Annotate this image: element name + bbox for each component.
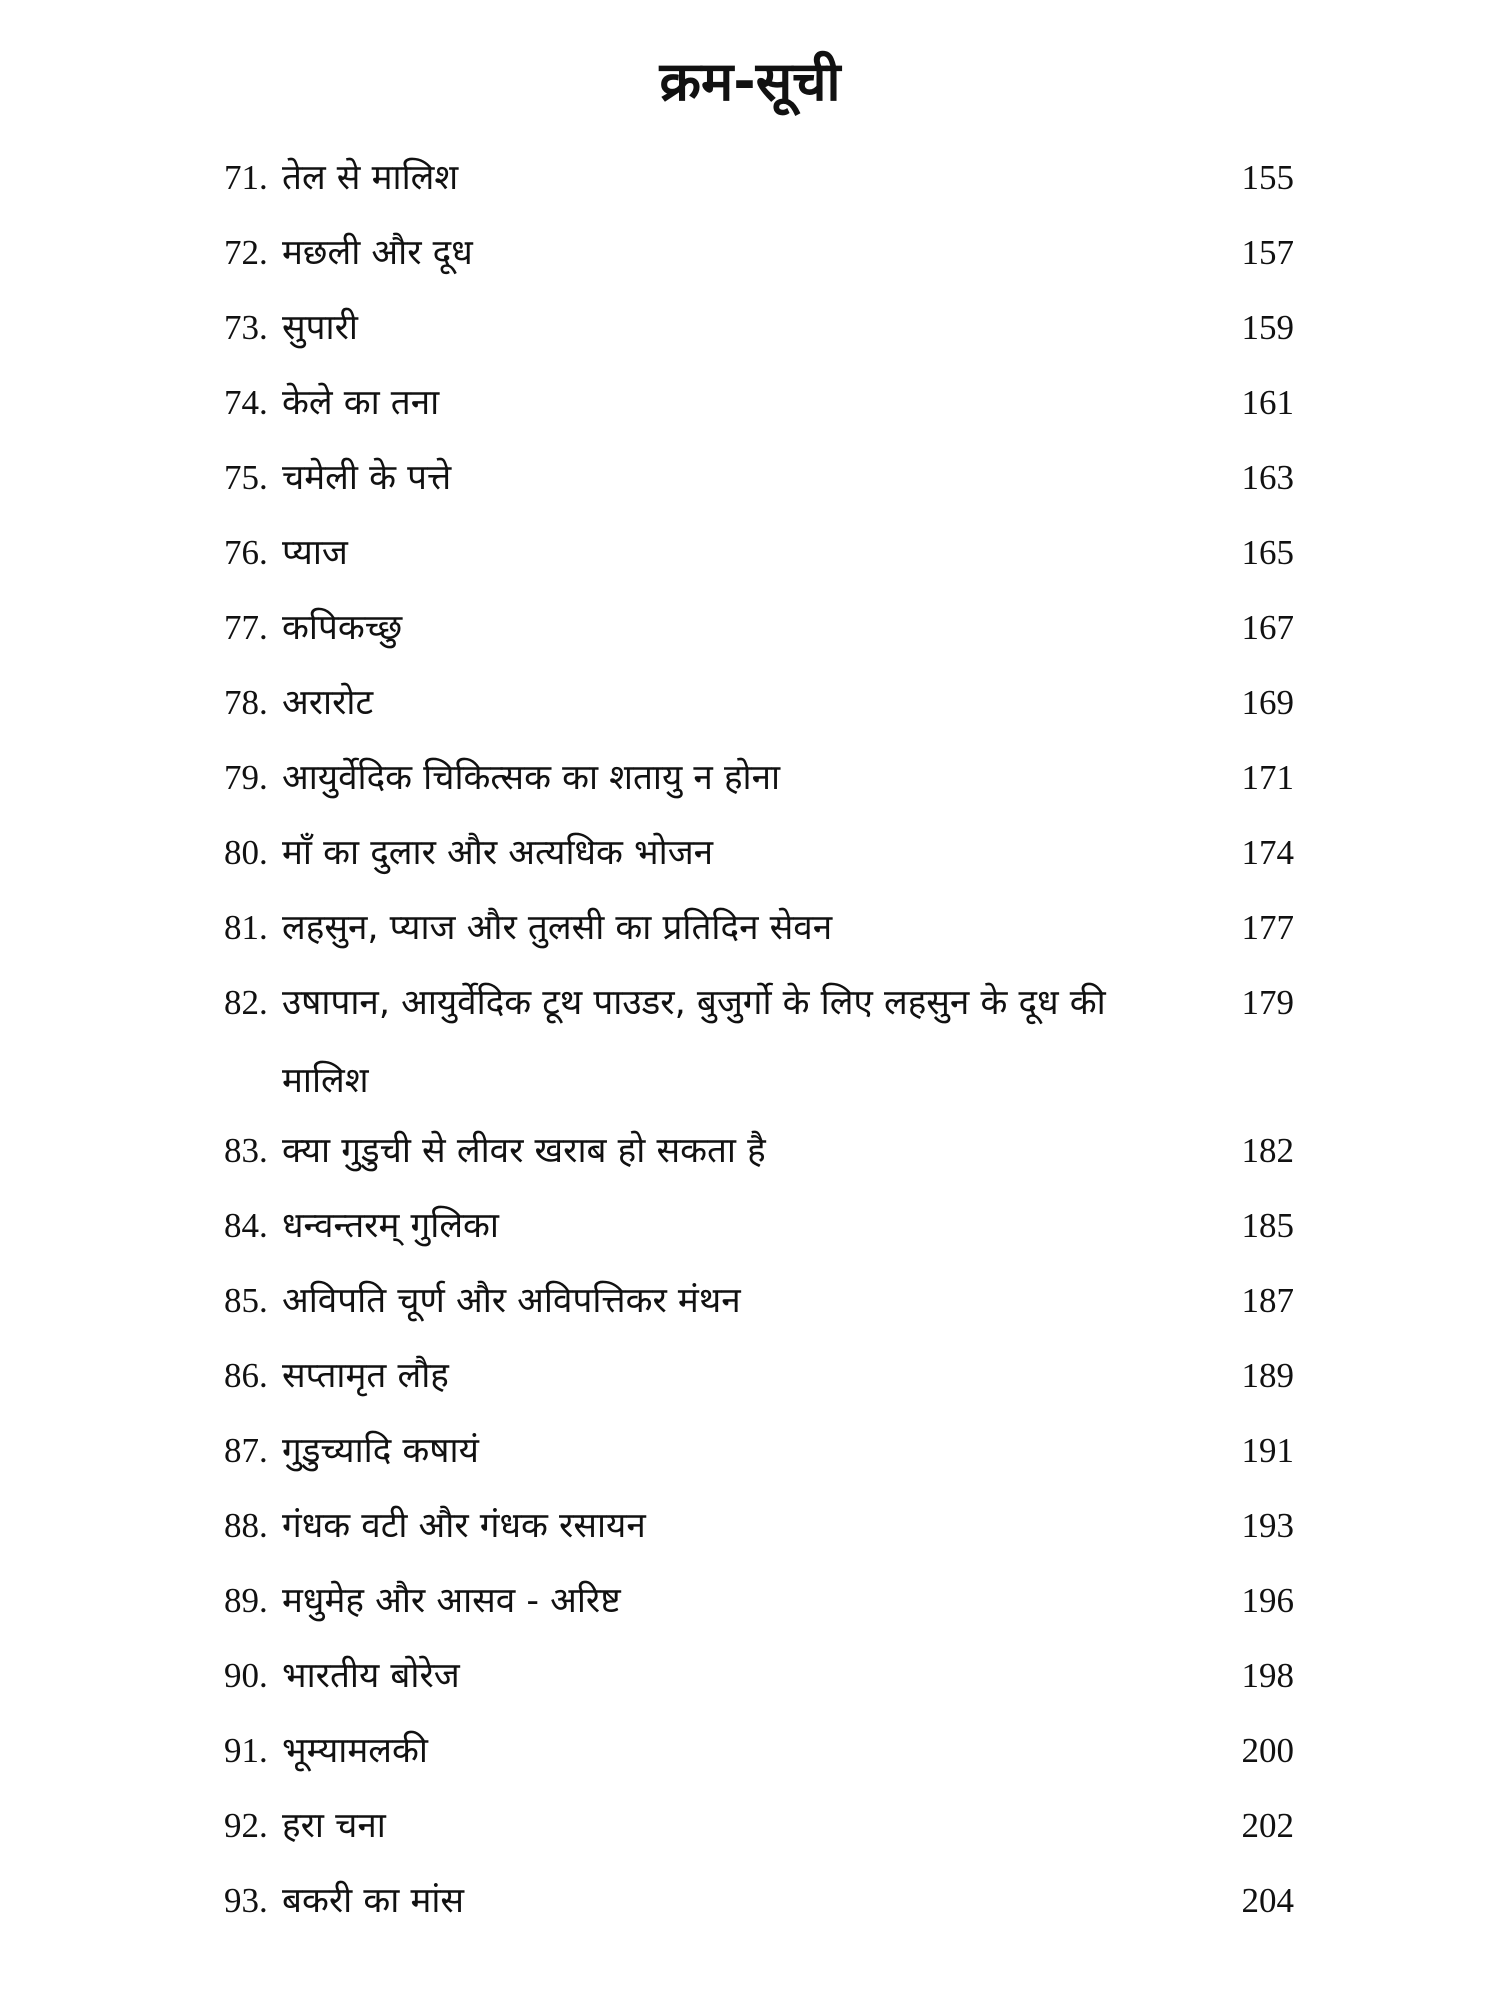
entry-page-number: 163: [1241, 458, 1294, 497]
toc-entry: [224, 525, 1294, 600]
toc-entry: [224, 1873, 1294, 1948]
toc-entry: [224, 1723, 1294, 1798]
entry-number: 93.: [224, 1881, 268, 1920]
entry-page-number: 159: [1241, 308, 1294, 347]
toc-entry: [224, 1348, 1294, 1423]
toc-entry: [224, 750, 1294, 825]
entry-title: भूम्यामलकी: [282, 1731, 428, 1771]
entry-number: 87.: [224, 1431, 268, 1470]
entry-title: सप्तामृत लौह: [282, 1356, 449, 1396]
entry-title: केले का तना: [282, 383, 440, 423]
entry-number: 72.: [224, 233, 268, 272]
toc-entry: [224, 1273, 1294, 1348]
toc-entry: [224, 1198, 1294, 1273]
entry-number: 79.: [224, 758, 268, 797]
entry-page-number: 171: [1241, 758, 1294, 797]
entry-number: 71.: [224, 158, 268, 197]
entry-page-number: 177: [1241, 908, 1294, 947]
entry-page-number: 198: [1241, 1656, 1294, 1695]
toc-entry: [224, 1573, 1294, 1648]
entry-number: 83.: [224, 1131, 268, 1170]
entry-number: 82.: [224, 983, 268, 1022]
toc-entry: [224, 450, 1294, 525]
entry-number: 76.: [224, 533, 268, 572]
entry-title: अविपति चूर्ण और अविपत्तिकर मंथन: [282, 1281, 741, 1321]
entry-title: आयुर्वेदिक चिकित्सक का शतायु न होना: [282, 758, 781, 798]
entry-page-number: 169: [1241, 683, 1294, 722]
entry-title: सुपारी: [282, 308, 358, 348]
entry-title: भारतीय बोरेज: [282, 1656, 460, 1696]
entry-number: 85.: [224, 1281, 268, 1320]
entry-page-number: 165: [1241, 533, 1294, 572]
entry-number: 73.: [224, 308, 268, 347]
toc-entry: [224, 975, 1294, 1123]
entry-number: 81.: [224, 908, 268, 947]
entry-title: माँ का दुलार और अत्यधिक भोजन: [282, 833, 714, 873]
entry-number: 75.: [224, 458, 268, 497]
toc-entry: [224, 1123, 1294, 1198]
entry-page-number: 185: [1241, 1206, 1294, 1245]
entry-number: 92.: [224, 1806, 268, 1845]
toc-entry: [224, 825, 1294, 900]
toc-entry: [224, 375, 1294, 450]
entry-number: 88.: [224, 1506, 268, 1545]
entry-page-number: 161: [1241, 383, 1294, 422]
entry-number: 78.: [224, 683, 268, 722]
entry-page-number: 179: [1241, 983, 1294, 1022]
toc-entry: [224, 1498, 1294, 1573]
entry-title: गंधक वटी और गंधक रसायन: [282, 1506, 646, 1546]
entry-page-number: 200: [1241, 1731, 1294, 1770]
entry-title: मधुमेह और आसव - अरिष्ट: [282, 1581, 621, 1621]
entry-page-number: 157: [1241, 233, 1294, 272]
entry-title: चमेली के पत्ते: [282, 458, 452, 498]
toc-entry: [224, 600, 1294, 675]
table-of-contents: [224, 150, 1294, 1948]
entry-title: प्याज: [282, 533, 348, 573]
entry-title: गुडुच्यादि कषायं: [282, 1431, 479, 1471]
entry-title: लहसुन, प्याज और तुलसी का प्रतिदिन सेवन: [282, 908, 833, 948]
toc-entry: [224, 675, 1294, 750]
toc-entry: [224, 150, 1294, 225]
entry-number: 80.: [224, 833, 268, 872]
entry-title: धन्वन्तरम् गुलिका: [282, 1206, 499, 1246]
toc-entry: [224, 300, 1294, 375]
entry-number: 86.: [224, 1356, 268, 1395]
entry-title: अरारोट: [282, 683, 374, 723]
entry-number: 84.: [224, 1206, 268, 1245]
entry-page-number: 155: [1241, 158, 1294, 197]
entry-number: 90.: [224, 1656, 268, 1695]
toc-entry: [224, 1798, 1294, 1873]
entry-page-number: 193: [1241, 1506, 1294, 1545]
entry-title: क्या गुडुची से लीवर खराब हो सकता है: [282, 1131, 766, 1171]
entry-number: 89.: [224, 1581, 268, 1620]
toc-entry: [224, 1648, 1294, 1723]
entry-page-number: 167: [1241, 608, 1294, 647]
entry-page-number: 204: [1241, 1881, 1294, 1920]
entry-title: बकरी का मांस: [282, 1881, 465, 1921]
entry-title: तेल से मालिश: [282, 158, 459, 198]
entry-page-number: 182: [1241, 1131, 1294, 1170]
entry-title: उषापान, आयुर्वेदिक टूथ पाउडर, बुजुर्गो के लिए लहसुन के दूध की मालिश: [282, 983, 1106, 1101]
entry-page-number: 191: [1241, 1431, 1294, 1470]
entry-page-number: 189: [1241, 1356, 1294, 1395]
entry-number: 74.: [224, 383, 268, 422]
entry-number: 91.: [224, 1731, 268, 1770]
entry-page-number: 196: [1241, 1581, 1294, 1620]
entry-title: मछली और दूध: [282, 233, 473, 273]
page-title: क्रम-सूची: [659, 50, 841, 113]
entry-number: 77.: [224, 608, 268, 647]
toc-entry: [224, 1423, 1294, 1498]
toc-entry: [224, 225, 1294, 300]
entry-page-number: 187: [1241, 1281, 1294, 1320]
entry-title: कपिकच्छु: [282, 608, 403, 648]
entry-title: हरा चना: [282, 1806, 386, 1846]
entry-page-number: 174: [1241, 833, 1294, 872]
entry-page-number: 202: [1241, 1806, 1294, 1845]
